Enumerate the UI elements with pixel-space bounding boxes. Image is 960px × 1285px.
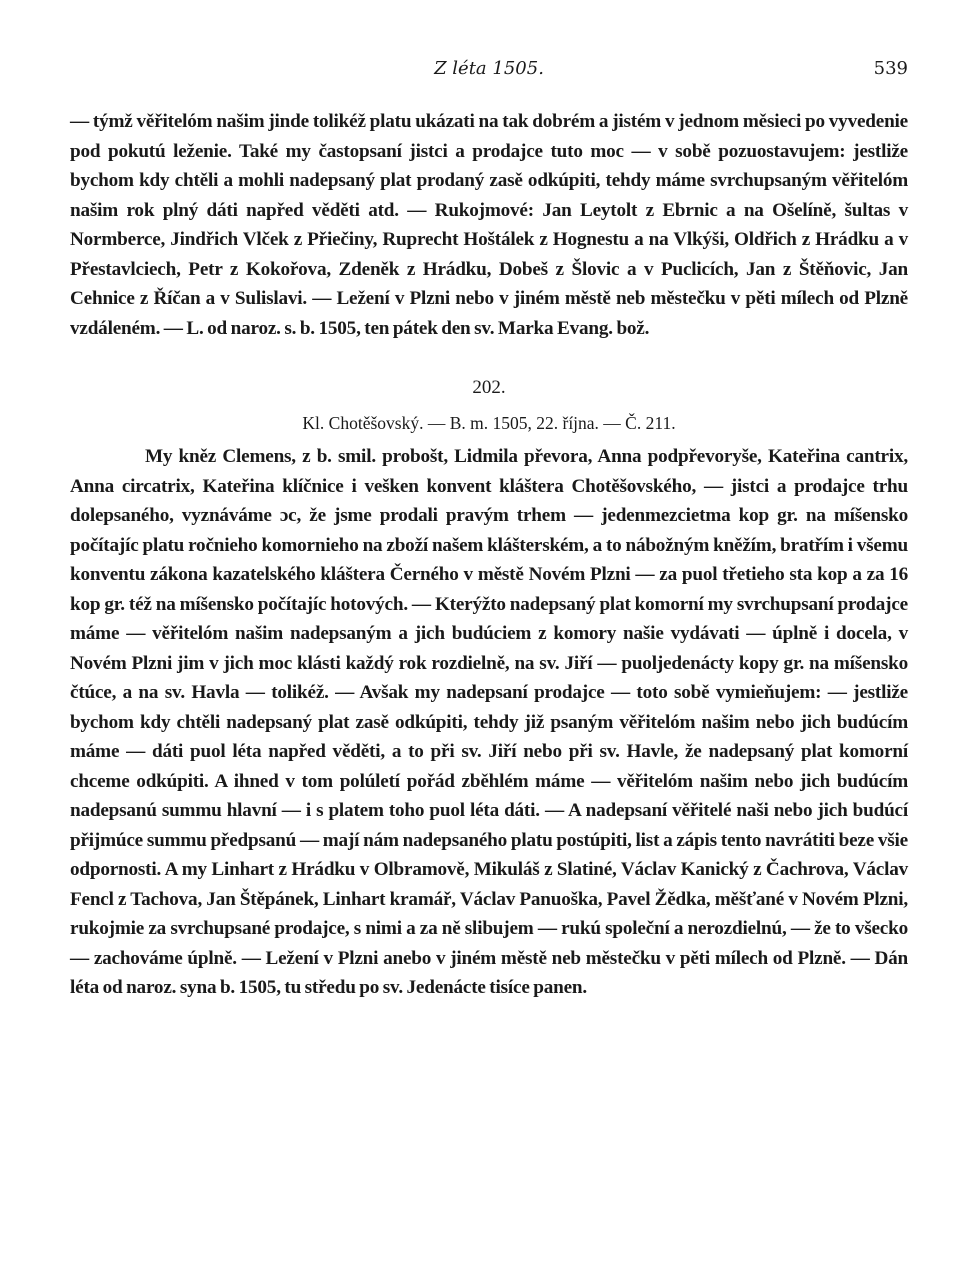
document-body-paragraph: My kněz Clemens, z b. smil. probošt, Lidmila převora, Anna podpřevoryše, Kateřina cantrix, Anna circatrix, Kateřina klíčnice i vešken konvent kláštera Chotěšovského, — jistci a prodajce trhu dolepsaného, vyznáváme ɔc, že jsme prodali pravým trhem — jedenmezcietma kop gr. na míšensko počítajíc platu ročnieho komornieho na zboží našem klášterském, a to nábožným kněžím, bratřím i všemu konventu zákona kazatelského kláštera Černého v městě Novém Plzni — za puol třetieho sta kop a za 16 kop gr. též na míšensko počítajíc hotových. — Kterýžto nadepsaný plat komorní my svrchupsaní prodajce máme — věřitelóm našim nadepsaným a jich budúciem z komory našie vydávati — úplně i docela, v Novém Plzni jim v jich moc klásti každý rok rozdielně, na sv. Jiří — puoljedenácty kopy gr. na míšensko čtúce, a na sv. Havla — tolikéž. — Avšak my nadepsaní prodajce — toto sobě vymieňujem: — jestliže bychom kdy chtěli nadepsaný plat zasě odkúpiti, tehdy již psaným věřitelóm našim nebo jich budúcím máme — dáti puol léta napřed věděti, a to při sv. Jiří nebo při sv. Havle, že nadepsaný plat komorní chceme odkúpiti. A ihned v tom polúletí pořád zběhlém máme — věřitelóm našim nebo jich budúcím nadepsanú summu hlavní — i s platem toho puol léta dáti. — A nadepsaní věřitelé naši nebo jich budúcí přijmúce summu předpsanú — mají nám nadepsaného platu postúpiti, list a zápis tento navrátiti beze všie odpornosti. A my Linhart z Hrádku v Olbramově, Mikuláš z Slatiné, Václav Kanický z Čachrova, Václav Fencl z Tachova, Jan Štěpánek, Linhart kramář, Václav Panuoška, Pavel Žědka, měšťané v Novém Plzni, rukojmie za svrchupsané prodajce, s nimi a za ně slibujem — rukú společní a nerozdielnú, — že to všecko — zachováme úplně. — Ležení v Plzni anebo v jiném městě neb městečku v pěti mílech od Plzně. — Dán léta od naroz. syna b. 1505, tu středu po sv. Jedenácte tisíce panen. [70, 446, 908, 998]
document-source-line: Kl. Chotěšovský. — B. m. 1505, 22. října. — Č. 211. [302, 413, 676, 433]
continued-paragraph: — týmž věřitelóm našim jinde tolikéž platu ukázati na tak dobrém a jistém v jednom měsieci po vyvedenie pod pokutú leženie. Také my častopsaní jistci a prodajce tuto moc — v sobě pozuostavujem: jestliže bychom kdy chtěli a mohli nadepsaný plat prodaný zasě odkúpiti, tehdy máme svrchupsaným věřitelóm našim rok plný dáti napřed věděti atd. — Rukojmové: Jan Leytolt z Ebrnic a na Ošelíně, šultas v Normberce, Jindřich Vlček z Přiečiny, Ruprecht Hoštálek z Hognestu a na Vlkýši, Oldřich z Hrádku a v Přestavlciech, Petr z Kokořova, Zdeněk z Hrádku, Dobeš z Šlovic a v Puclicích, Jan z Štěňovic, Jan Cehnice z Říčan a v Sulislavi. — Ležení v Plzni nebo v jiném městě neb městečku v pěti mílech od Plzně vzdáleném. — L. od naroz. s. b. 1505, ten pátek den sv. Marka Evang. bož. [70, 111, 908, 339]
book-page [70, 58, 908, 1003]
page-number: 539 [873, 58, 908, 79]
running-title: Z léta 1505. [434, 58, 544, 79]
running-head [70, 58, 908, 88]
document-number: 202. [472, 377, 506, 398]
